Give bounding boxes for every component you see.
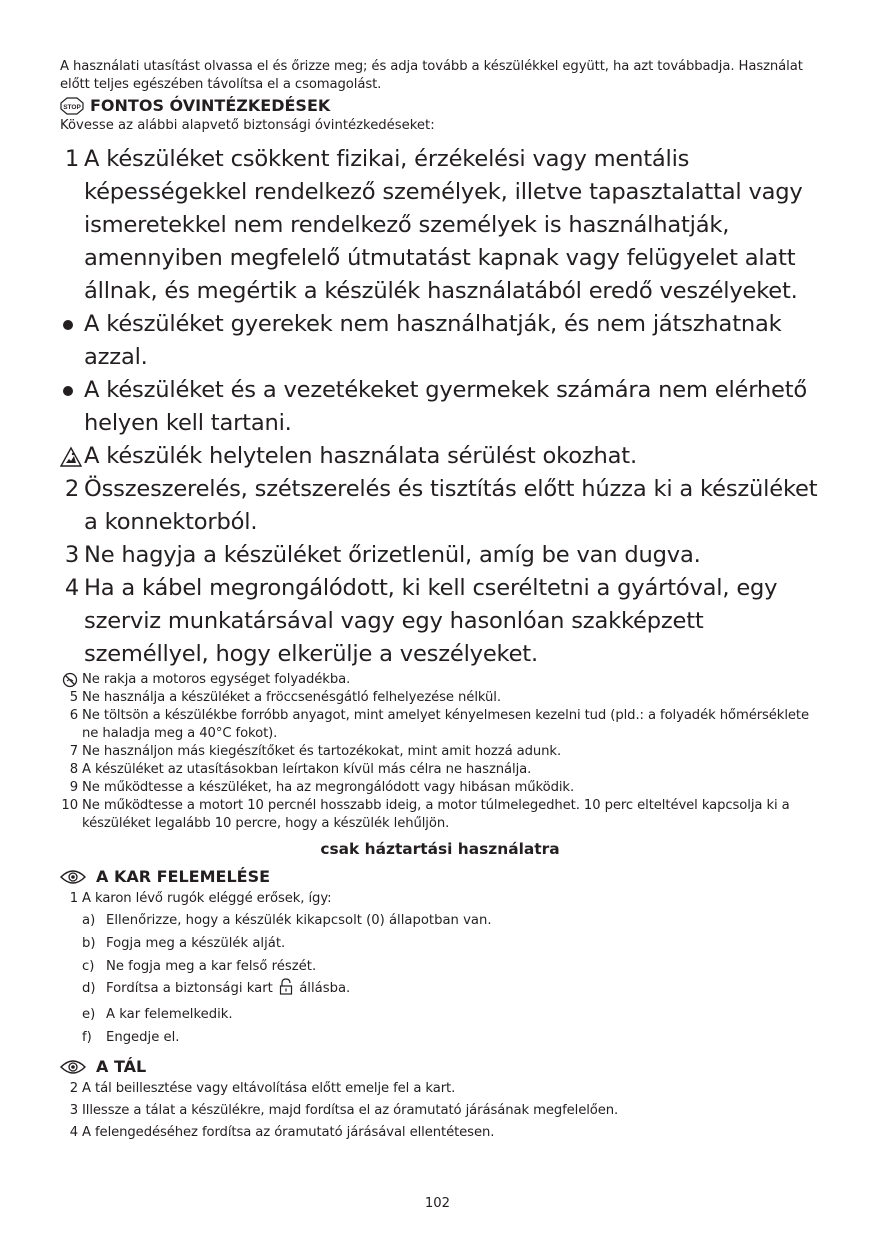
list-item — [60, 689, 820, 707]
household-note: csak háztartási használatra — [320, 840, 560, 858]
item-number: 4 — [64, 575, 80, 601]
list-item — [60, 761, 820, 779]
item-text: Ne rakja a motoros egységet folyadékba. — [82, 672, 351, 687]
step-item — [60, 978, 820, 1004]
step-text — [106, 978, 350, 1004]
arm-heading-row — [60, 866, 820, 888]
item-number: 2 — [69, 1080, 78, 1096]
item-text: Összeszerelés, szétszerelés és tisztítás előtt húzza ki a készüléket a konnektorból. — [84, 476, 818, 535]
eye-icon — [60, 869, 86, 885]
step-text-after: állásba. — [299, 981, 351, 997]
item-number: 10 — [61, 798, 78, 813]
item-text: A készülék helytelen használata sérülést okozhat. — [84, 443, 637, 469]
step-text: Ellenőrizze, hogy a készülék kikapcsolt (0) állapotban van. — [106, 913, 492, 928]
bullet-icon — [63, 386, 73, 396]
list-item — [60, 1078, 820, 1100]
step-text: A kar felemelkedik. — [106, 1007, 233, 1023]
stop-sign-icon — [60, 97, 84, 115]
arm-steps — [60, 910, 820, 1050]
arm-heading: A KAR FELEMELÉSE — [96, 867, 271, 886]
item-number: 1 — [69, 891, 78, 906]
bowl-heading-row — [60, 1056, 820, 1078]
step-text: Engedje el. — [106, 1029, 180, 1045]
list-item — [60, 707, 820, 743]
item-number: 7 — [69, 744, 78, 759]
item-number: 8 — [69, 762, 78, 777]
list-item — [60, 1122, 820, 1144]
step-text: Ne fogja meg a kar felső részét. — [106, 958, 317, 974]
warning-triangle-icon — [60, 440, 84, 473]
item-text: Ne működtesse a motort 10 percnél hosszabb ideig, a motor túlmelegedhet. 10 perc elteltével kapcsolja ki a készüléket legalább 10 percre, hogy a készülék lehűljön. — [82, 798, 790, 831]
list-item — [60, 888, 820, 910]
item-text: Ne működtesse a készüléket, ha az megrongálódott vagy hibásan működik. — [82, 780, 575, 795]
item-text: Ne használjon más kiegészítőket és tartozékokat, mint amit hozzá adunk. — [82, 744, 562, 759]
item-number: 2 — [64, 476, 80, 502]
step-letter: a) — [82, 913, 96, 928]
precautions-heading-row — [60, 95, 820, 117]
step-letter: f) — [82, 1029, 92, 1045]
item-number: 1 — [64, 146, 80, 172]
item-number: 9 — [69, 780, 78, 795]
page-number: 102 — [424, 1196, 451, 1211]
unlock-icon — [279, 978, 293, 1004]
list-item — [60, 1100, 820, 1122]
step-item — [60, 1027, 820, 1050]
step-letter: c) — [82, 958, 95, 974]
item-number: 6 — [69, 708, 78, 723]
bullet-icon — [63, 320, 73, 330]
item-text: A felengedéséhez fordítsa az óramutató járásával ellentétesen. — [82, 1124, 495, 1140]
intro-paragraph: A használati utasítást olvassa el és őrizze meg; és adja tovább a készülékkel együtt, ha azt továbbadja. Használat előtt teljes egészében távolítsa el a csomagolást. — [60, 59, 803, 92]
item-text: Ne hagyja a készüléket őrizetlenül, amíg be van dugva. — [84, 542, 701, 568]
item-text: A tál beillesztése vagy eltávolítása előtt emelje fel a kart. — [82, 1080, 456, 1096]
item-text: A készüléket csökkent fizikai, érzékelési vagy mentális képességekkel rendelkező személyek, illetve tapasztalattal vagy ismeretekkel nem rendelkező személyek is használhatják, amennyiben megfelelő útmutatást kapnak vagy felügyelet alatt állnak, és megértik a készülék használatából eredő veszélyeket. — [84, 146, 803, 304]
step-letter: e) — [82, 1007, 96, 1023]
list-item — [60, 308, 820, 374]
page-content — [60, 58, 820, 1144]
precautions-heading: FONTOS ÓVINTÉZKEDÉSEK — [90, 96, 331, 115]
svg-text:STOP: STOP — [63, 104, 81, 111]
item-text: Ne töltsön a készülékbe forróbb anyagot, mint amelyet kényelmesen kezelni tud (pld.: a folyadék hőmérséklete ne haladja meg a 40°C fokot). — [82, 708, 810, 741]
step-letter: d) — [82, 981, 96, 997]
step-item — [60, 956, 820, 979]
step-item — [60, 910, 820, 933]
small-items-list — [60, 671, 820, 833]
step-text-before: Fordítsa a biztonsági kart — [106, 981, 273, 997]
step-item — [60, 933, 820, 956]
item-text: Illessze a tálat a készülékre, majd fordítsa el az óramutató járásának megfelelően. — [82, 1102, 619, 1118]
list-item — [60, 743, 820, 761]
item-number: 3 — [64, 542, 80, 568]
list-item — [60, 572, 820, 671]
precautions-subheading: Kövesse az alábbi alapvető biztonsági óvintézkedéseket: — [60, 118, 435, 133]
list-item — [60, 539, 820, 572]
list-item — [60, 797, 820, 833]
item-text: A készüléket és a vezetékeket gyermekek számára nem elérhető helyen kell tartani. — [84, 377, 808, 436]
eye-icon — [60, 1059, 86, 1075]
list-item — [60, 473, 820, 539]
item-text: Ne használja a készüléket a fröccsenésgátló felhelyezése nélkül. — [82, 690, 501, 705]
bowl-heading: A TÁL — [96, 1056, 147, 1076]
list-item — [60, 440, 820, 473]
step-letter: b) — [82, 935, 96, 951]
item-number: 3 — [69, 1102, 78, 1118]
list-item — [60, 143, 820, 308]
item-text: Ha a kábel megrongálódott, ki kell cseréltetni a gyártóval, egy szerviz munkatársával vagy egy hasonlóan szakképzett személlyel, hogy elkerülje a veszélyeket. — [84, 575, 778, 667]
big-items-list — [60, 143, 820, 671]
item-number: 5 — [69, 690, 78, 705]
item-text: A készüléket az utasításokban leírtakon kívül más célra ne használja. — [82, 762, 532, 777]
prohibited-icon — [60, 671, 82, 689]
item-text: A készüléket gyerekek nem használhatják, és nem játszhatnak azzal. — [84, 311, 782, 370]
bowl-items — [60, 1078, 820, 1144]
list-item — [60, 779, 820, 797]
list-item — [60, 671, 820, 689]
step-text: Fogja meg a készülék alját. — [106, 935, 286, 951]
item-number: 4 — [69, 1124, 78, 1140]
step-item — [60, 1004, 820, 1027]
list-item — [60, 374, 820, 440]
item-text: A karon lévő rugók eléggé erősek, így: — [82, 891, 332, 906]
